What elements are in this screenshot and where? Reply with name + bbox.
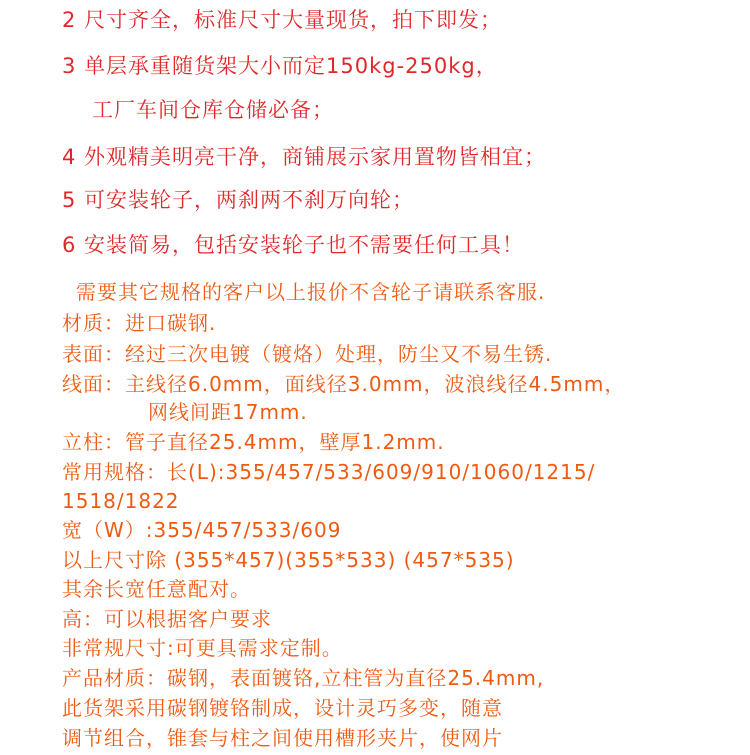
spec-description-1: 此货架采用碳钢镀铬制成，设计灵巧多变，随意 <box>62 696 503 720</box>
spec-surface: 表面：经过三次电镀（镀烙）处理，防尘又不易生锈. <box>62 342 553 366</box>
spec-custom-size: 非常规尺寸:可更具需求定制。 <box>62 636 343 660</box>
spec-common-length-continued: 1518/1822 <box>62 489 180 513</box>
spec-wire: 线面：主线径6.0mm，面线径3.0mm，波浪线径4.5mm， <box>62 372 626 396</box>
spec-description-2: 调节组合，锥套与柱之间使用槽形夹片，使网片 <box>62 726 503 750</box>
feature-line-2: 2 尺寸齐全，标准尺寸大量现货，拍下即发； <box>62 8 503 32</box>
spec-product-material: 产品材质：碳钢，表面镀铬,立柱管为直径25.4mm, <box>62 666 545 690</box>
spec-material: 材质：进口碳钢. <box>62 311 217 335</box>
spec-wire-spacing: 网线间距17mm. <box>148 400 308 424</box>
spec-post: 立柱：管子直径25.4mm，壁厚1.2mm. <box>62 430 445 454</box>
spec-common-length: 常用规格：长(L):355/457/533/609/910/1060/1215/ <box>62 460 596 484</box>
spec-free-pairing: 其余长宽任意配对。 <box>62 577 251 601</box>
spec-exceptions: 以上尺寸除 (355*457)(355*533) (457*535) <box>62 548 515 572</box>
feature-line-6: 6 安装简易，包括安装轮子也不需要任何工具！ <box>62 233 525 257</box>
feature-line-5: 5 可安装轮子，两刹两不刹万向轮； <box>62 188 415 212</box>
feature-line-4: 4 外观精美明亮干净，商铺展示家用置物皆相宜； <box>62 145 547 169</box>
spec-height: 高：可以根据客户要求 <box>62 607 272 631</box>
notice-line: 需要其它规格的客户以上报价不含轮子请联系客服. <box>76 280 546 304</box>
spec-width: 宽（W）:355/457/533/609 <box>62 518 342 542</box>
feature-line-3: 3 单层承重随货架大小而定150kg-250kg， <box>62 54 498 78</box>
feature-line-3-continued: 工厂车间仓库仓储必备； <box>92 98 334 122</box>
